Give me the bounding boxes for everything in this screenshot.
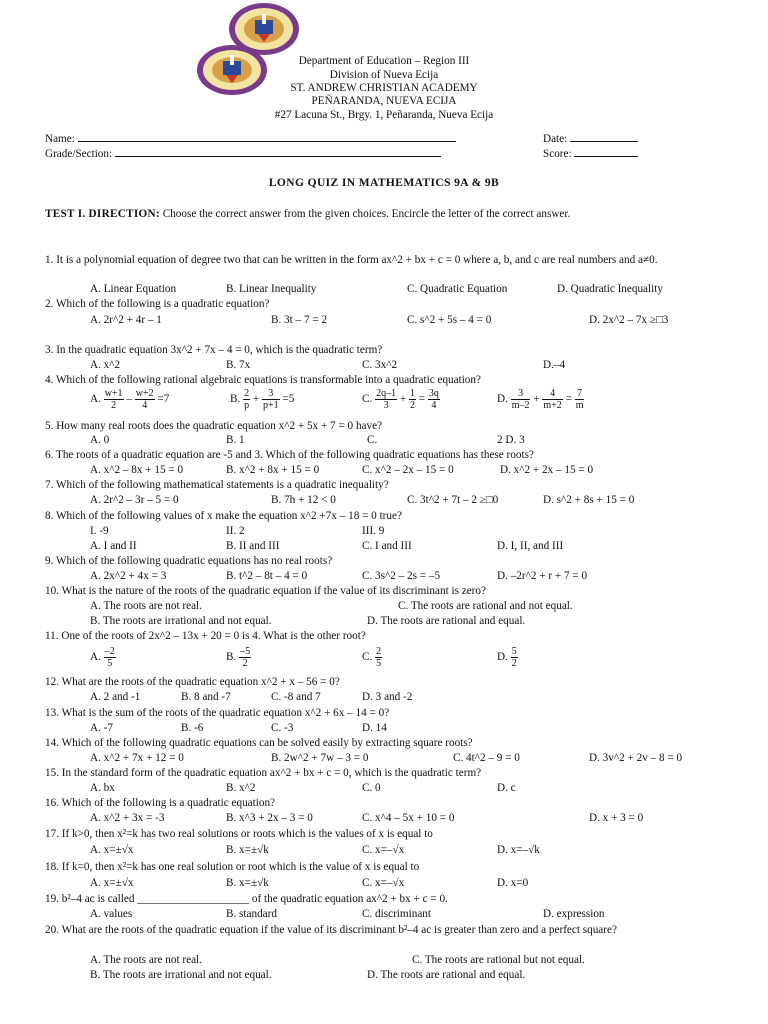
question-14: 14. Which of the following quadratic equations can be solved easily by extracting square roots? xyxy=(45,737,473,749)
option[interactable]: A. x=±√x xyxy=(90,844,134,856)
option[interactable]: D. 2x^2 – 7x ≥□3 xyxy=(589,314,669,326)
option[interactable]: B. x=±√k xyxy=(226,844,269,856)
option[interactable]: C. x^2 – 2x – 15 = 0 xyxy=(362,464,454,476)
fraction xyxy=(104,388,124,411)
roman-item: II. 2 xyxy=(226,525,245,537)
fraction xyxy=(575,388,585,411)
option[interactable]: C. -8 and 7 xyxy=(271,691,321,703)
option-letter: D. xyxy=(497,651,508,664)
option[interactable]: B. Linear Inequality xyxy=(226,283,317,295)
rhs: = xyxy=(565,393,572,406)
option[interactable]: D. s^2 + 8s + 15 = 0 xyxy=(543,494,635,506)
denominator: 2 xyxy=(409,400,415,411)
numerator: 7 xyxy=(575,388,585,400)
roman-item: III. 9 xyxy=(362,525,385,537)
test-direction xyxy=(45,207,725,221)
question-6: 6. The roots of a quadratic equation are -5 and 3. Which of the following quadratic equations has these roots? xyxy=(45,449,534,461)
question-10: 10. What is the nature of the roots of the quadratic equation if the value of its discriminant is zero? xyxy=(45,585,486,597)
option[interactable]: D. –2r^2 + r + 7 = 0 xyxy=(497,570,588,582)
option[interactable]: A. I and II xyxy=(90,540,137,552)
numerator: 3 xyxy=(262,388,280,400)
option[interactable]: A. The roots are not real. xyxy=(90,600,202,612)
option[interactable]: C. The roots are rational and not equal. xyxy=(398,600,573,612)
option[interactable]: B. t^2 – 8t – 4 = 0 xyxy=(226,570,308,582)
school-name: ST. ANDREW CHRISTIAN ACADEMY xyxy=(290,82,478,94)
question-12: 12. What are the roots of the quadratic equation x^2 + x – 56 = 0? xyxy=(45,676,340,688)
option[interactable]: A. 0 xyxy=(90,434,110,446)
question-3: 3. In the quadratic equation 3x^2 + 7x – 4 = 0, which is the quadratic term? xyxy=(45,344,383,356)
fraction xyxy=(428,388,440,411)
option[interactable]: A. x^2 + 7x + 12 = 0 xyxy=(90,752,184,764)
option[interactable]: A. x^2 xyxy=(90,359,121,371)
question-19: 19. b²–4 ac is called ____________________ of the quadratic equation ax^2 + bx + c = 0. xyxy=(45,893,448,905)
option[interactable]: C. Quadratic Equation xyxy=(407,283,508,295)
option-11b[interactable] xyxy=(226,646,251,669)
fraction xyxy=(243,388,250,411)
score-row xyxy=(543,146,638,160)
option[interactable]: D.–4 xyxy=(543,359,566,371)
option[interactable]: D. x=0 xyxy=(497,877,529,889)
option[interactable]: D. x + 3 = 0 xyxy=(589,812,644,824)
operator: + xyxy=(399,393,407,406)
fraction xyxy=(511,388,531,411)
name-field[interactable] xyxy=(78,131,456,142)
option[interactable]: C. 0 xyxy=(362,782,381,794)
option[interactable]: A. 2r^2 + 4r – 1 xyxy=(90,314,162,326)
option[interactable]: C. 3t^2 + 7t – 2 ≥□0 xyxy=(407,494,499,506)
name-label: Name: xyxy=(45,133,75,145)
fraction xyxy=(104,646,116,669)
option[interactable]: D. I, II, and III xyxy=(497,540,564,552)
option-letter: A. xyxy=(90,393,101,406)
fraction xyxy=(239,646,251,669)
denominator: m–2 xyxy=(511,400,530,411)
fraction xyxy=(511,646,518,669)
option[interactable]: B. 7x xyxy=(226,359,251,371)
numerator: w+1 xyxy=(104,388,123,399)
denominator: 2 xyxy=(111,400,117,411)
operator: + xyxy=(252,393,260,406)
operator: + xyxy=(533,393,540,406)
numerator: w+2 xyxy=(135,388,154,399)
denominator: m xyxy=(575,400,584,411)
score-field[interactable] xyxy=(574,146,638,157)
denominator: 3 xyxy=(383,400,389,411)
question-1: 1. It is a polynomial equation of degree two that can be written in the form ax^2 + bx + c = 0 where a, b, and c are real numbers and a≠0. xyxy=(45,254,658,266)
option[interactable]: B. 1 xyxy=(226,434,245,446)
option[interactable]: C. I and III xyxy=(362,540,412,552)
denominator: m+2 xyxy=(543,400,562,411)
fraction xyxy=(375,646,382,669)
fraction xyxy=(262,388,280,411)
option[interactable]: D. c xyxy=(497,782,516,794)
option-11c[interactable] xyxy=(362,646,382,669)
option[interactable]: B. standard xyxy=(226,908,277,920)
option[interactable]: A. bx xyxy=(90,782,115,794)
option[interactable]: D. The roots are rational and equal. xyxy=(367,615,526,627)
denominator: p+1 xyxy=(262,400,279,411)
option[interactable]: B. x=±√k xyxy=(226,877,269,889)
denominator: p xyxy=(244,400,250,411)
question-8: 8. Which of the following values of x make the equation x^2 +7x – 18 = 0 true? xyxy=(45,510,402,522)
option-4b[interactable] xyxy=(230,388,294,411)
question-7: 7. Which of the following mathematical statements is a quadratic inequality? xyxy=(45,479,389,491)
grade-row xyxy=(45,146,441,160)
date-label: Date: xyxy=(543,133,568,145)
option[interactable]: C. 3x^2 xyxy=(362,359,398,371)
option-4c[interactable] xyxy=(362,388,440,411)
option[interactable]: A. values xyxy=(90,908,133,920)
rhs: =5 xyxy=(282,393,295,406)
option[interactable]: C. xyxy=(367,434,378,446)
numerator: 3 xyxy=(511,388,531,400)
denominator: 2 xyxy=(511,658,517,669)
option-letter: C. xyxy=(362,393,373,406)
option-letter: B. xyxy=(230,393,241,406)
division-line: Division of Nueva Ecija xyxy=(329,69,439,81)
option[interactable]: C. 4t^2 – 9 = 0 xyxy=(453,752,520,764)
name-row xyxy=(45,131,456,145)
numerator: 3q xyxy=(428,388,439,399)
direction-label: TEST I. DIRECTION: xyxy=(45,208,160,220)
option[interactable]: A. 2x^2 + 4x = 3 xyxy=(90,570,167,582)
score-label: Score: xyxy=(543,148,572,160)
direction-text: Choose the correct answer from the given choices. Encircle the letter of the correct answer. xyxy=(162,208,571,220)
option[interactable]: C. The roots are rational but not equal. xyxy=(412,954,585,966)
question-5: 5. How many real roots does the quadratic equation x^2 + 5x + 7 = 0 have? xyxy=(45,420,383,432)
option[interactable]: D. Quadratic Inequality xyxy=(557,283,663,295)
numerator: 2 xyxy=(376,646,382,657)
numerator: 2q–1 xyxy=(376,388,397,399)
grade-field[interactable] xyxy=(115,146,441,157)
numerator: 5 xyxy=(511,646,517,657)
grade-label: Grade/Section: xyxy=(45,148,113,160)
numerator: 2 xyxy=(244,388,250,399)
option[interactable]: C. x=–√x xyxy=(362,844,405,856)
option-letter: B. xyxy=(226,651,237,664)
denominator: 5 xyxy=(376,658,382,669)
option[interactable]: B. x^2 + 8x + 15 = 0 xyxy=(226,464,320,476)
option[interactable]: D. 3v^2 + 2v – 8 = 0 xyxy=(589,752,683,764)
numerator: –2 xyxy=(104,646,115,657)
option[interactable]: D. 3 and -2 xyxy=(362,691,413,703)
question-17: 17. If k>0, then x²=k has two real solutions or roots which is the values of x is equal to xyxy=(45,828,433,840)
option[interactable]: D. The roots are rational and equal. xyxy=(367,969,526,981)
option-11d[interactable] xyxy=(497,646,518,669)
question-4: 4. Which of the following rational algebraic equations is transformable into a quadratic equation? xyxy=(45,374,481,386)
question-18: 18. If k=0, then x²=k has one real solution or root which is the value of x is equal to xyxy=(45,861,420,873)
option[interactable]: 2 D. 3 xyxy=(497,434,525,446)
option[interactable]: B. -6 xyxy=(181,722,204,734)
option[interactable]: D. expression xyxy=(543,908,605,920)
option[interactable]: B. 2w^2 + 7w – 3 = 0 xyxy=(271,752,369,764)
fraction xyxy=(542,388,562,411)
option[interactable]: B. 8 and -7 xyxy=(181,691,231,703)
option[interactable]: B. x^3 + 2x – 3 = 0 xyxy=(226,812,313,824)
option[interactable]: C. x^4 – 5x + 10 = 0 xyxy=(362,812,455,824)
option[interactable]: B. II and III xyxy=(226,540,280,552)
option[interactable]: A. x^2 – 8x + 15 = 0 xyxy=(90,464,184,476)
school-address: #27 Lacuna St., Brgy. 1, Peñaranda, Nueva Ecija xyxy=(274,109,494,121)
option[interactable]: A. Linear Equation xyxy=(90,283,177,295)
rhs: =7 xyxy=(157,393,170,406)
roman-item: I. -9 xyxy=(90,525,109,537)
option[interactable]: C. 3s^2 – 2s = –5 xyxy=(362,570,441,582)
option[interactable]: A. -7 xyxy=(90,722,113,734)
department-line: Department of Education – Region III xyxy=(298,55,470,67)
rhs: = xyxy=(418,393,426,406)
option[interactable]: D. 14 xyxy=(362,722,387,734)
option[interactable]: C. x=–√x xyxy=(362,877,405,889)
option[interactable]: A. x^2 + 3x = -3 xyxy=(90,812,165,824)
denominator: 4 xyxy=(142,400,148,411)
fraction xyxy=(409,388,416,411)
fraction xyxy=(375,388,397,411)
question-13: 13. What is the sum of the roots of the quadratic equation x^2 + 6x – 14 = 0? xyxy=(45,707,390,719)
numerator: 4 xyxy=(542,388,562,400)
operator: – xyxy=(126,393,132,406)
denominator: 4 xyxy=(431,400,437,411)
question-9: 9. Which of the following quadratic equations has no real roots? xyxy=(45,555,333,567)
option[interactable]: B. 7h + 12 < 0 xyxy=(271,494,336,506)
question-15: 15. In the standard form of the quadratic equation ax^2 + bx + c = 0, which is the quadratic term? xyxy=(45,767,482,779)
question-20: 20. What are the roots of the quadratic equation if the value of its discriminant b²–4 ac is greater than zero and a perfect square? xyxy=(45,924,617,936)
option[interactable]: A. The roots are not real. xyxy=(90,954,202,966)
option[interactable]: B. 3t – 7 = 2 xyxy=(271,314,328,326)
date-field[interactable] xyxy=(570,131,638,142)
option[interactable]: C. s^2 + 5s – 4 = 0 xyxy=(407,314,492,326)
option-letter: C. xyxy=(362,651,373,664)
option[interactable]: B. x^2 xyxy=(226,782,256,794)
option[interactable]: A. 2r^2 – 3r – 5 = 0 xyxy=(90,494,179,506)
option[interactable]: D. x^2 + 2x – 15 = 0 xyxy=(500,464,594,476)
quiz-title: LONG QUIZ IN MATHEMATICS 9A & 9B xyxy=(268,177,500,189)
option[interactable]: B. The roots are irrational and not equal. xyxy=(90,615,272,627)
numerator: –5 xyxy=(240,646,251,657)
option-letter: D. xyxy=(497,393,508,406)
option-11a[interactable] xyxy=(90,646,116,669)
option-4d[interactable] xyxy=(497,388,584,411)
option[interactable]: D. x=–√k xyxy=(497,844,540,856)
question-16: 16. Which of the following is a quadratic equation? xyxy=(45,797,276,809)
option[interactable]: A. 2 and -1 xyxy=(90,691,141,703)
option[interactable]: B. The roots are irrational and not equal. xyxy=(90,969,272,981)
option[interactable]: C. -3 xyxy=(271,722,294,734)
question-11: 11. One of the roots of 2x^2 – 13x + 20 = 0 is 4. What is the other root? xyxy=(45,630,366,642)
option-letter: A. xyxy=(90,651,101,664)
option[interactable]: C. discriminant xyxy=(362,908,431,920)
denominator: 5 xyxy=(107,658,113,669)
numerator: 1 xyxy=(409,388,415,399)
fraction xyxy=(135,388,155,411)
school-town: PEÑARANDA, NUEVA ECIJA xyxy=(311,95,457,107)
question-2: 2. Which of the following is a quadratic equation? xyxy=(45,298,270,310)
date-row xyxy=(543,131,638,145)
option-4a[interactable] xyxy=(90,388,169,411)
option[interactable]: A. x=±√x xyxy=(90,877,134,889)
denominator: 2 xyxy=(242,658,248,669)
